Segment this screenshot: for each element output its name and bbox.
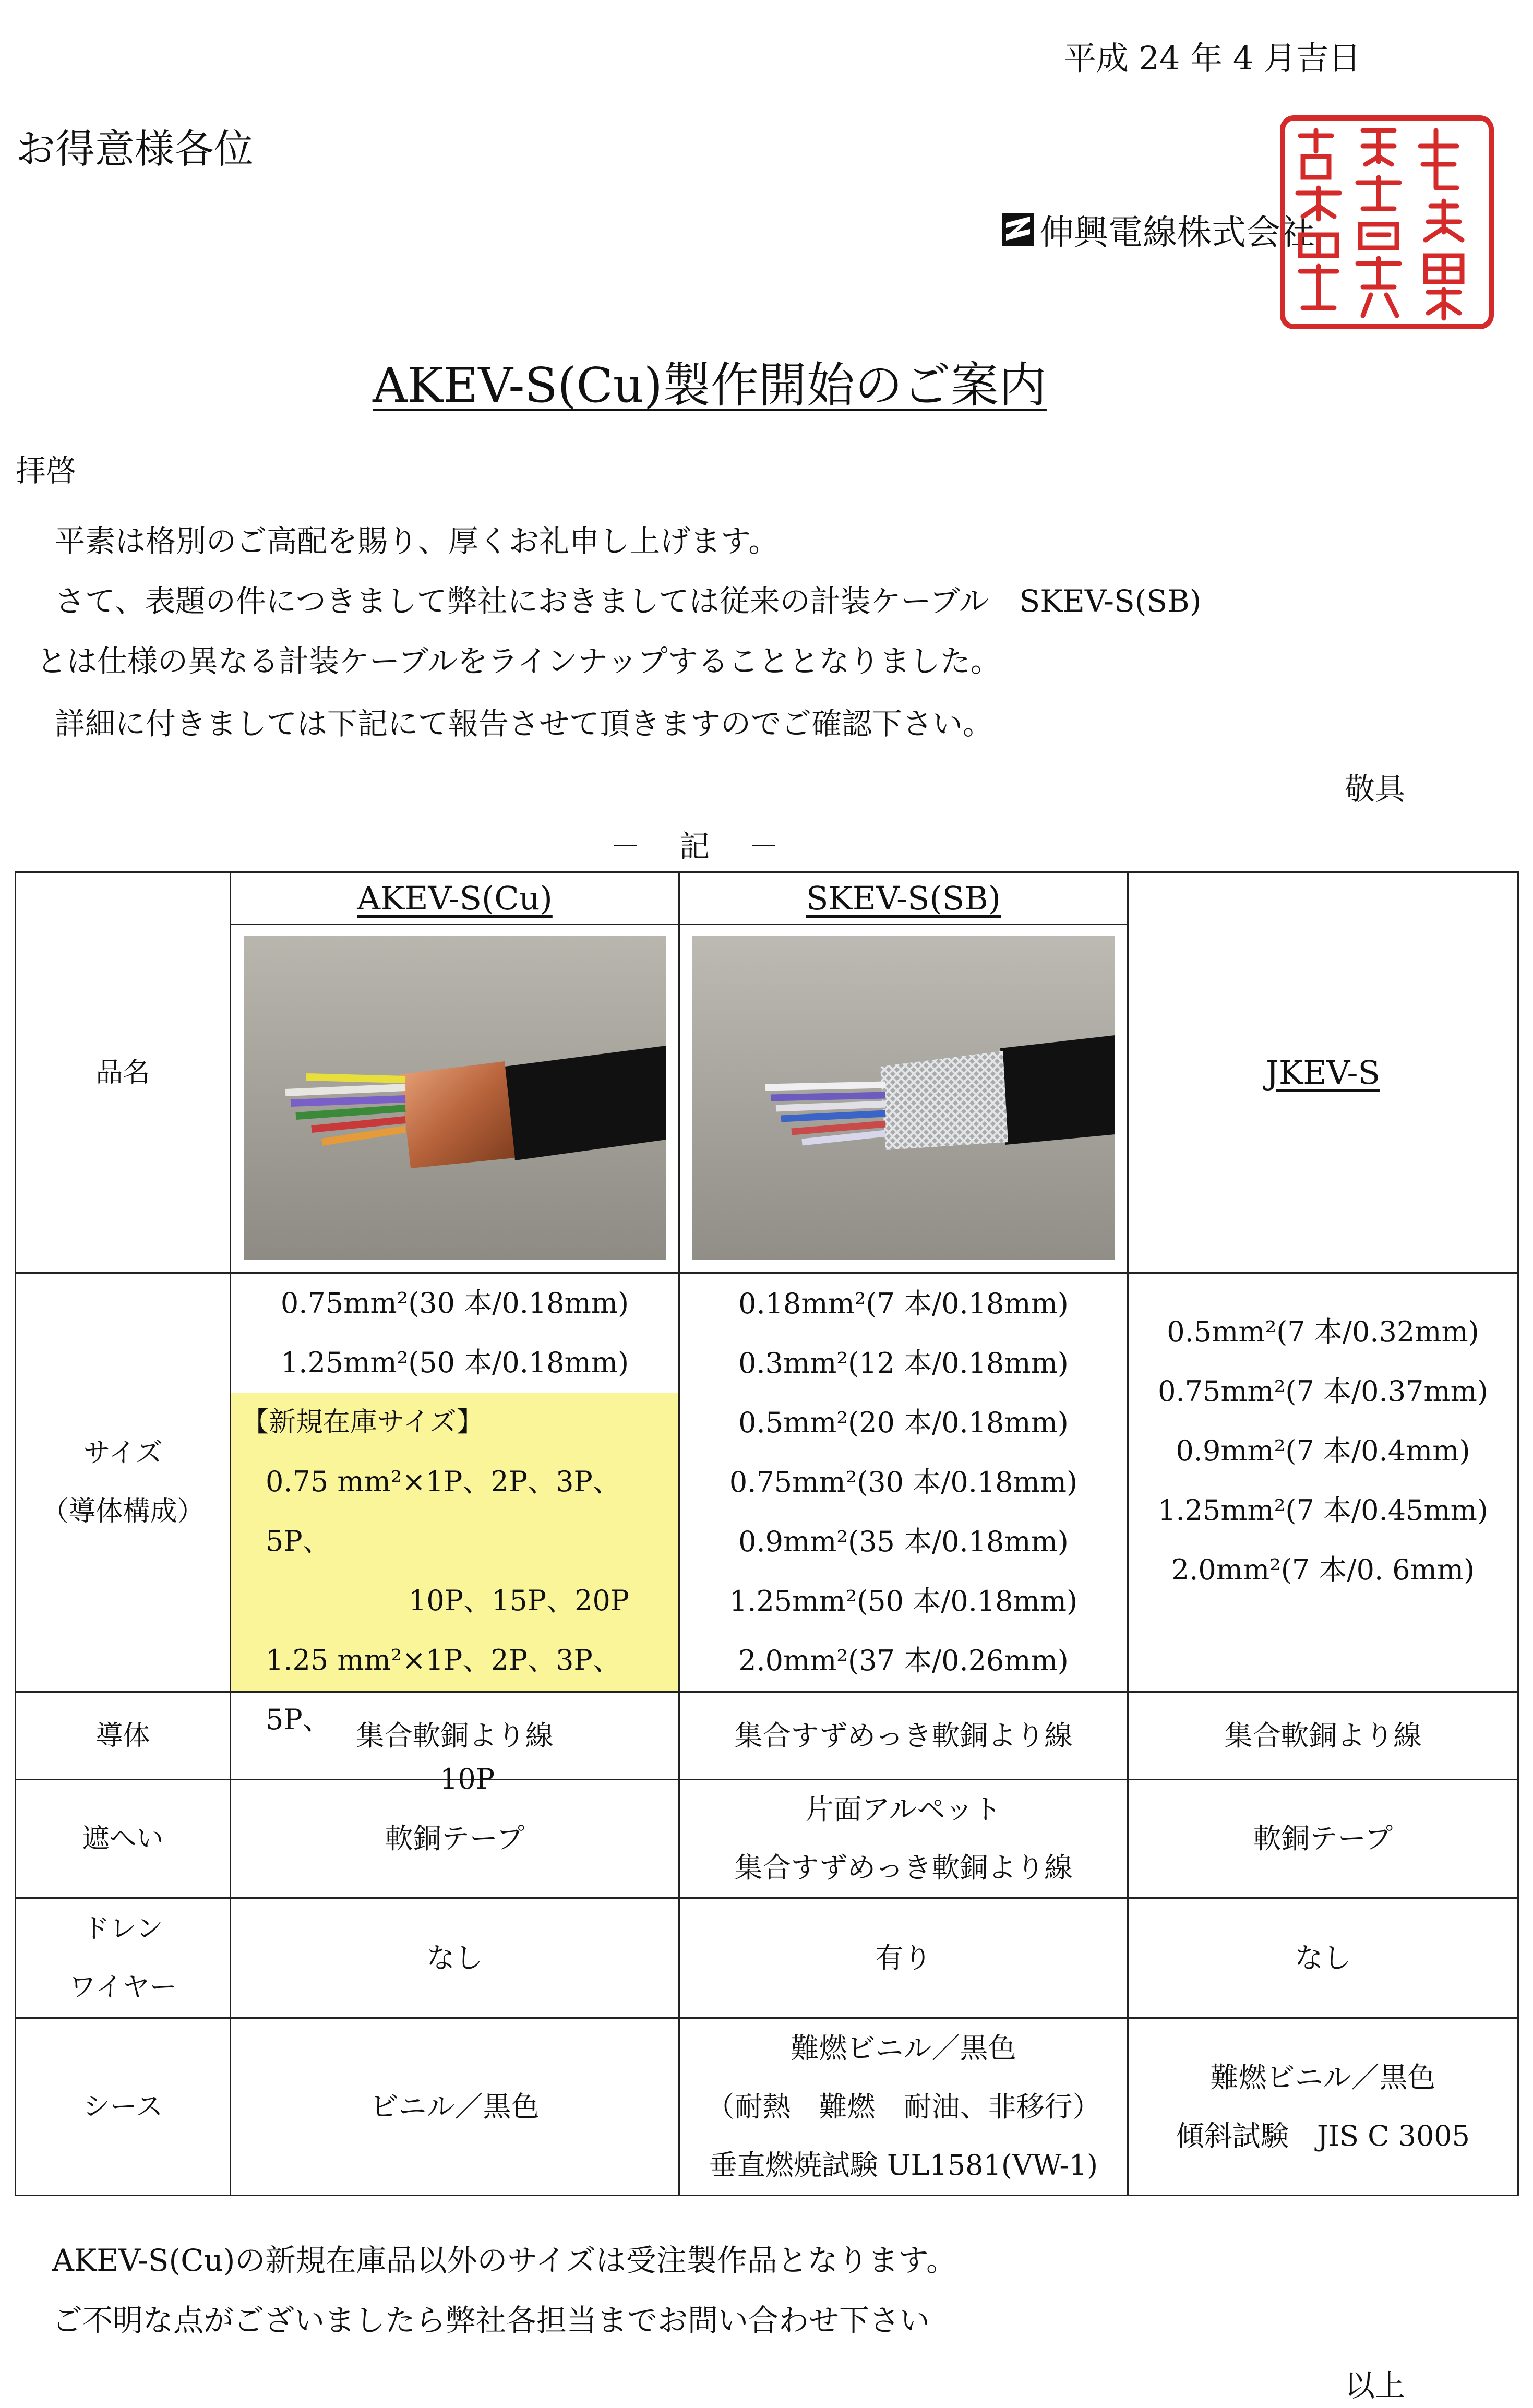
label-shield: 遮へい [16,1780,231,1898]
skev-sheath-line2: （耐熱 難燃 耐油、非移行） [706,2090,1101,2123]
skev-size-5: 0.9mm²(35 本/0.18mm) [738,1525,1069,1558]
company-name [1002,205,1315,254]
col-header-jkev-text: JKEV-S [1266,1053,1380,1092]
jkev-size-1: 0.5mm²(7 本/0.32mm) [1167,1315,1479,1348]
jkev-size-2: 0.75mm²(7 本/0.37mm) [1158,1375,1488,1408]
jkev-shield: 軟銅テープ [1128,1780,1518,1898]
jkev-size-5: 2.0mm²(7 本/0. 6mm) [1171,1553,1475,1586]
label-size-line1: サイズ [83,1437,163,1469]
letter-line-1: 平素は格別のご高配を賜り、厚くお礼申し上げます。 [55,523,779,559]
footer-note-2: ご不明な点がございましたら弊社各担当までお問い合わせ下さい [52,2303,930,2338]
skev-size-1: 0.18mm²(7 本/0.18mm) [738,1287,1069,1320]
jkev-size-4: 1.25mm²(7 本/0.45mm) [1158,1494,1488,1527]
label-size [16,1273,231,1692]
company-seal-stamp [1279,115,1494,330]
col-header-jkev [1128,872,1518,1273]
label-drain-line1: ドレン [82,1913,163,1945]
skev-shield-line2: 集合すずめっき軟銅より線 [734,1851,1073,1884]
new-stock-line-1: 0.75 mm²×1P、2P、3P、5P、 [266,1465,621,1558]
col-header-akev-text: AKEV-S(Cu) [357,879,553,917]
new-stock-line-2: 10P、15P、20P [409,1584,630,1617]
skev-cable-photo [692,936,1115,1260]
jkev-size-3: 0.9mm²(7 本/0.4mm) [1176,1434,1470,1467]
skev-sheath-line3: 垂直燃焼試験 UL1581(VW-1) [709,2148,1098,2182]
new-stock-title: 【新規在庫サイズ】 [242,1407,484,1438]
col-header-akev [231,872,679,925]
jkev-sheath-line2: 傾斜試験 JIS C 3005 [1176,2119,1470,2152]
akev-photo-cell [231,925,679,1273]
skev-size-2: 0.3mm²(12 本/0.18mm) [738,1347,1069,1380]
skev-size-7: 2.0mm²(37 本/0.26mm) [738,1644,1069,1677]
label-size-line2: （導体構成） [41,1496,205,1527]
akev-shield: 軟銅テープ [231,1780,679,1898]
label-product-name: 品名 [16,872,231,1273]
new-stock-line-3: 1.25 mm²×1P、2P、3P、5P、 [266,1644,621,1736]
col-header-skev-text: SKEV-S(SB) [806,879,1001,917]
company-logo-icon [1002,213,1034,246]
skev-size-6: 1.25mm²(50 本/0.18mm) [729,1585,1078,1618]
label-conductor: 導体 [16,1692,231,1780]
skev-sheath [679,2018,1128,2196]
date: 平成 24 年 4 月吉日 [1063,39,1361,77]
col-header-skev [679,872,1128,925]
akev-size-1: 0.75mm²(30 本/0.18mm) [280,1287,629,1320]
skev-shield [679,1780,1128,1898]
opening-greeting: 拝啓 [16,453,77,488]
label-sheath: シース [16,2018,231,2196]
skev-conductor: 集合すずめっき軟銅より線 [679,1692,1128,1780]
akev-drain: なし [231,1898,679,2018]
letter-line-3: とは仕様の異なる計装ケーブルをラインナップすることとなりました。 [37,643,1001,679]
closing-keigu: 敬具 [1344,771,1405,807]
akev-size-2: 1.25mm²(50 本/0.18mm) [280,1346,629,1379]
label-drain-line2: ワイヤー [69,1971,177,2003]
company-name-text: 伸興電線株式会社 [1039,212,1315,253]
akev-conductor: 集合軟銅より線 [231,1692,679,1780]
jkev-conductor: 集合軟銅より線 [1128,1692,1518,1780]
letter-line-2: さて、表題の件につきまして弊社におきましては従来の計装ケーブル SKEV-S(SB) [55,583,1202,619]
footer-note-1: AKEV-S(Cu)の新規在庫品以外のサイズは受注製作品となります。 [52,2243,957,2278]
skev-drain: 有り [679,1898,1128,2018]
jkev-sheath-line1: 難燃ビニル／黒色 [1210,2060,1436,2094]
skev-sheath-line1: 難燃ビニル／黒色 [791,2031,1016,2065]
jkev-sizes-cell [1128,1273,1518,1692]
skev-sizes-cell [679,1273,1128,1692]
skev-size-4: 0.75mm²(30 本/0.18mm) [729,1466,1078,1499]
akev-cable-photo [244,936,666,1260]
skev-size-3: 0.5mm²(20 本/0.18mm) [738,1406,1069,1439]
akev-sheath: ビニル／黒色 [231,2018,679,2196]
letter-line-4: 詳細に付きましては下記にて報告させて頂きますのでご確認下さい。 [55,706,993,741]
skev-shield-line1: 片面アルペット [805,1793,1002,1826]
new-stock-line-4: 10P [440,1763,495,1795]
document-title [0,347,1419,416]
closing-ijo: 以上 [1344,2368,1405,2403]
label-drain-wire [16,1898,231,2018]
spec-table [15,871,1519,2196]
jkev-sheath [1128,2018,1518,2196]
ki-heading: － 記 － [610,829,783,864]
addressee: お得意様各位 [16,126,254,172]
jkev-drain: なし [1128,1898,1518,2018]
skev-photo-cell [679,925,1128,1273]
document-title-text: AKEV-S(Cu)製作開始のご案内 [373,357,1047,413]
